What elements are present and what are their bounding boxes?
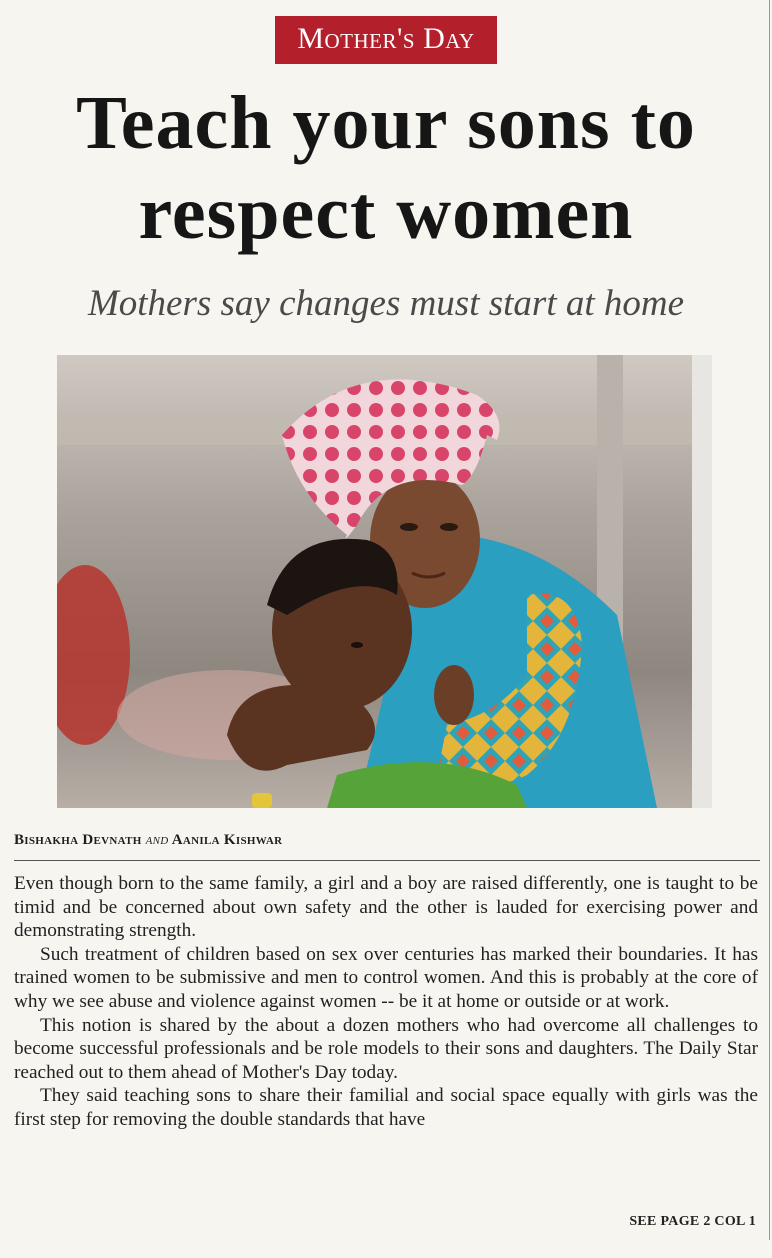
byline-joiner: and <box>145 832 169 848</box>
byline <box>14 832 282 849</box>
article-paragraph: They said teaching sons to share their familial and social space equally with girls was the first step for removing the double standards that have <box>14 1085 758 1130</box>
section-kicker-wrap <box>0 16 772 64</box>
section-kicker: Mother's Day <box>275 16 496 64</box>
article-paragraph: Even though born to the same family, a girl and a boy are raised differently, one is taught to be timid and be concerned about own safety and the other is lauded for exercising power and demonstrating strength. <box>14 873 758 942</box>
continuation-jump: SEE PAGE 2 COL 1 <box>629 1214 756 1229</box>
headline: Teach your sons to respect women <box>76 81 696 255</box>
subheadline: Mothers say changes must start at home <box>87 283 685 324</box>
article-body <box>14 872 758 1132</box>
author-name: Bishakha Devnath <box>14 832 142 848</box>
article-paragraph: This notion is shared by the about a dozen mothers who had overcome all challenges to become successful professionals and be role models to their sons and daughters. The Daily Star reached out to them ahead of Mother's Day today. <box>14 1014 758 1083</box>
article-photo <box>57 355 712 808</box>
mother-and-son-photo <box>57 355 712 808</box>
byline-divider <box>14 860 760 861</box>
article-paragraph: Such treatment of children based on sex over centuries has marked their boundaries. It has trained women to be submissive and men to control women. And this is probably at the core of why we see abuse and violence against women -- be it at home or outside or at work. <box>14 943 758 1012</box>
author-name: Aanila Kishwar <box>171 832 283 848</box>
